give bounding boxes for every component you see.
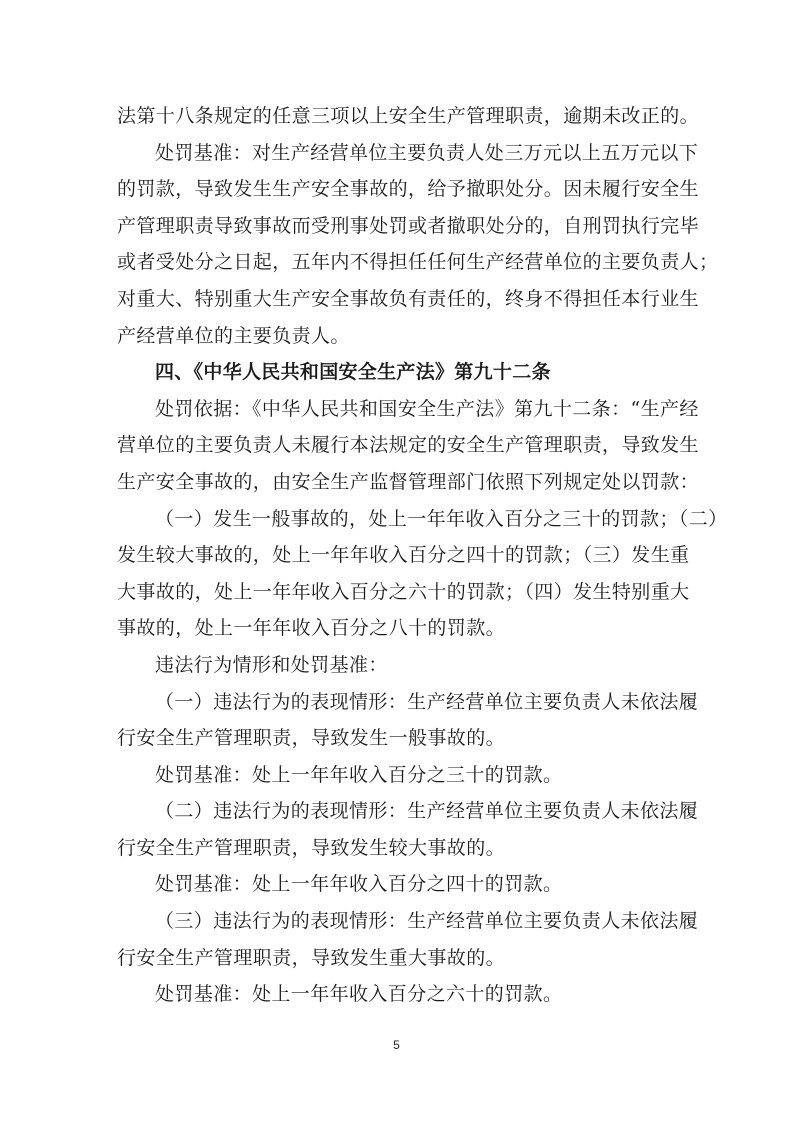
text-line: 处罚依据：《中华人民共和国安全生产法》第九十二条：“生产经 <box>155 397 699 420</box>
text-line: （一）发生一般事故的，处上一年年收入百分之三十的罚款；（二） <box>155 507 728 530</box>
text-line: 或者受处分之日起，五年内不得担任任何生产经营单位的主要负责人； <box>117 251 719 274</box>
text-line: 事故的，处上一年年收入百分之八十的罚款。 <box>117 617 506 640</box>
text-line: 产管理职责导致事故而受刑事处罚或者撤职处分的，自刑罚执行完毕 <box>117 214 700 237</box>
text-line: 生产安全事故的，由安全生产监督管理部门依照下列规定处以罚款： <box>117 470 700 493</box>
text-line: 产经营单位的主要负责人。 <box>117 324 350 347</box>
text-line: 处罚基准：处上一年年收入百分之三十的罚款。 <box>155 763 563 786</box>
text-line: （三）违法行为的表现情形：生产经营单位主要负责人未依法履 <box>155 910 699 933</box>
text-line: 对重大、特别重大生产安全事故负有责任的，终身不得担任本行业生 <box>117 287 700 310</box>
text-line: 处罚基准：处上一年年收入百分之六十的罚款。 <box>155 983 563 1006</box>
text-line: 发生较大事故的，处上一年年收入百分之四十的罚款；（三）发生重 <box>117 544 690 567</box>
text-line: 行安全生产管理职责，导致发生重大事故的。 <box>117 946 506 969</box>
text-line: 行安全生产管理职责，导致发生较大事故的。 <box>117 836 506 859</box>
section-heading: 四、《中华人民共和国安全生产法》第九十二条 <box>155 361 551 384</box>
text-line: （一）违法行为的表现情形：生产经营单位主要负责人未依法履 <box>155 690 699 713</box>
text-line: 行安全生产管理职责，导致发生一般事故的。 <box>117 727 506 750</box>
text-line: 的罚款，导致发生生产安全事故的，给予撤职处分。因未履行安全生 <box>117 178 700 201</box>
text-line: 处罚基准：对生产经营单位主要负责人处三万元以上五万元以下 <box>155 141 699 164</box>
text-line: 法第十八条规定的任意三项以上安全生产管理职责，逾期未改正的。 <box>117 105 700 127</box>
document-body <box>117 98 728 1013</box>
text-line: 大事故的，处上一年年收入百分之六十的罚款；（四）发生特别重大 <box>117 580 690 603</box>
text-line: 处罚基准：处上一年年收入百分之四十的罚款。 <box>155 873 563 896</box>
page-number: 5 <box>393 1038 400 1052</box>
text-line: （二）违法行为的表现情形：生产经营单位主要负责人未依法履 <box>155 800 699 823</box>
text-line: 违法行为情形和处罚基准： <box>155 653 388 676</box>
text-line: 营单位的主要负责人未履行本法规定的安全生产管理职责，导致发生 <box>117 434 700 457</box>
